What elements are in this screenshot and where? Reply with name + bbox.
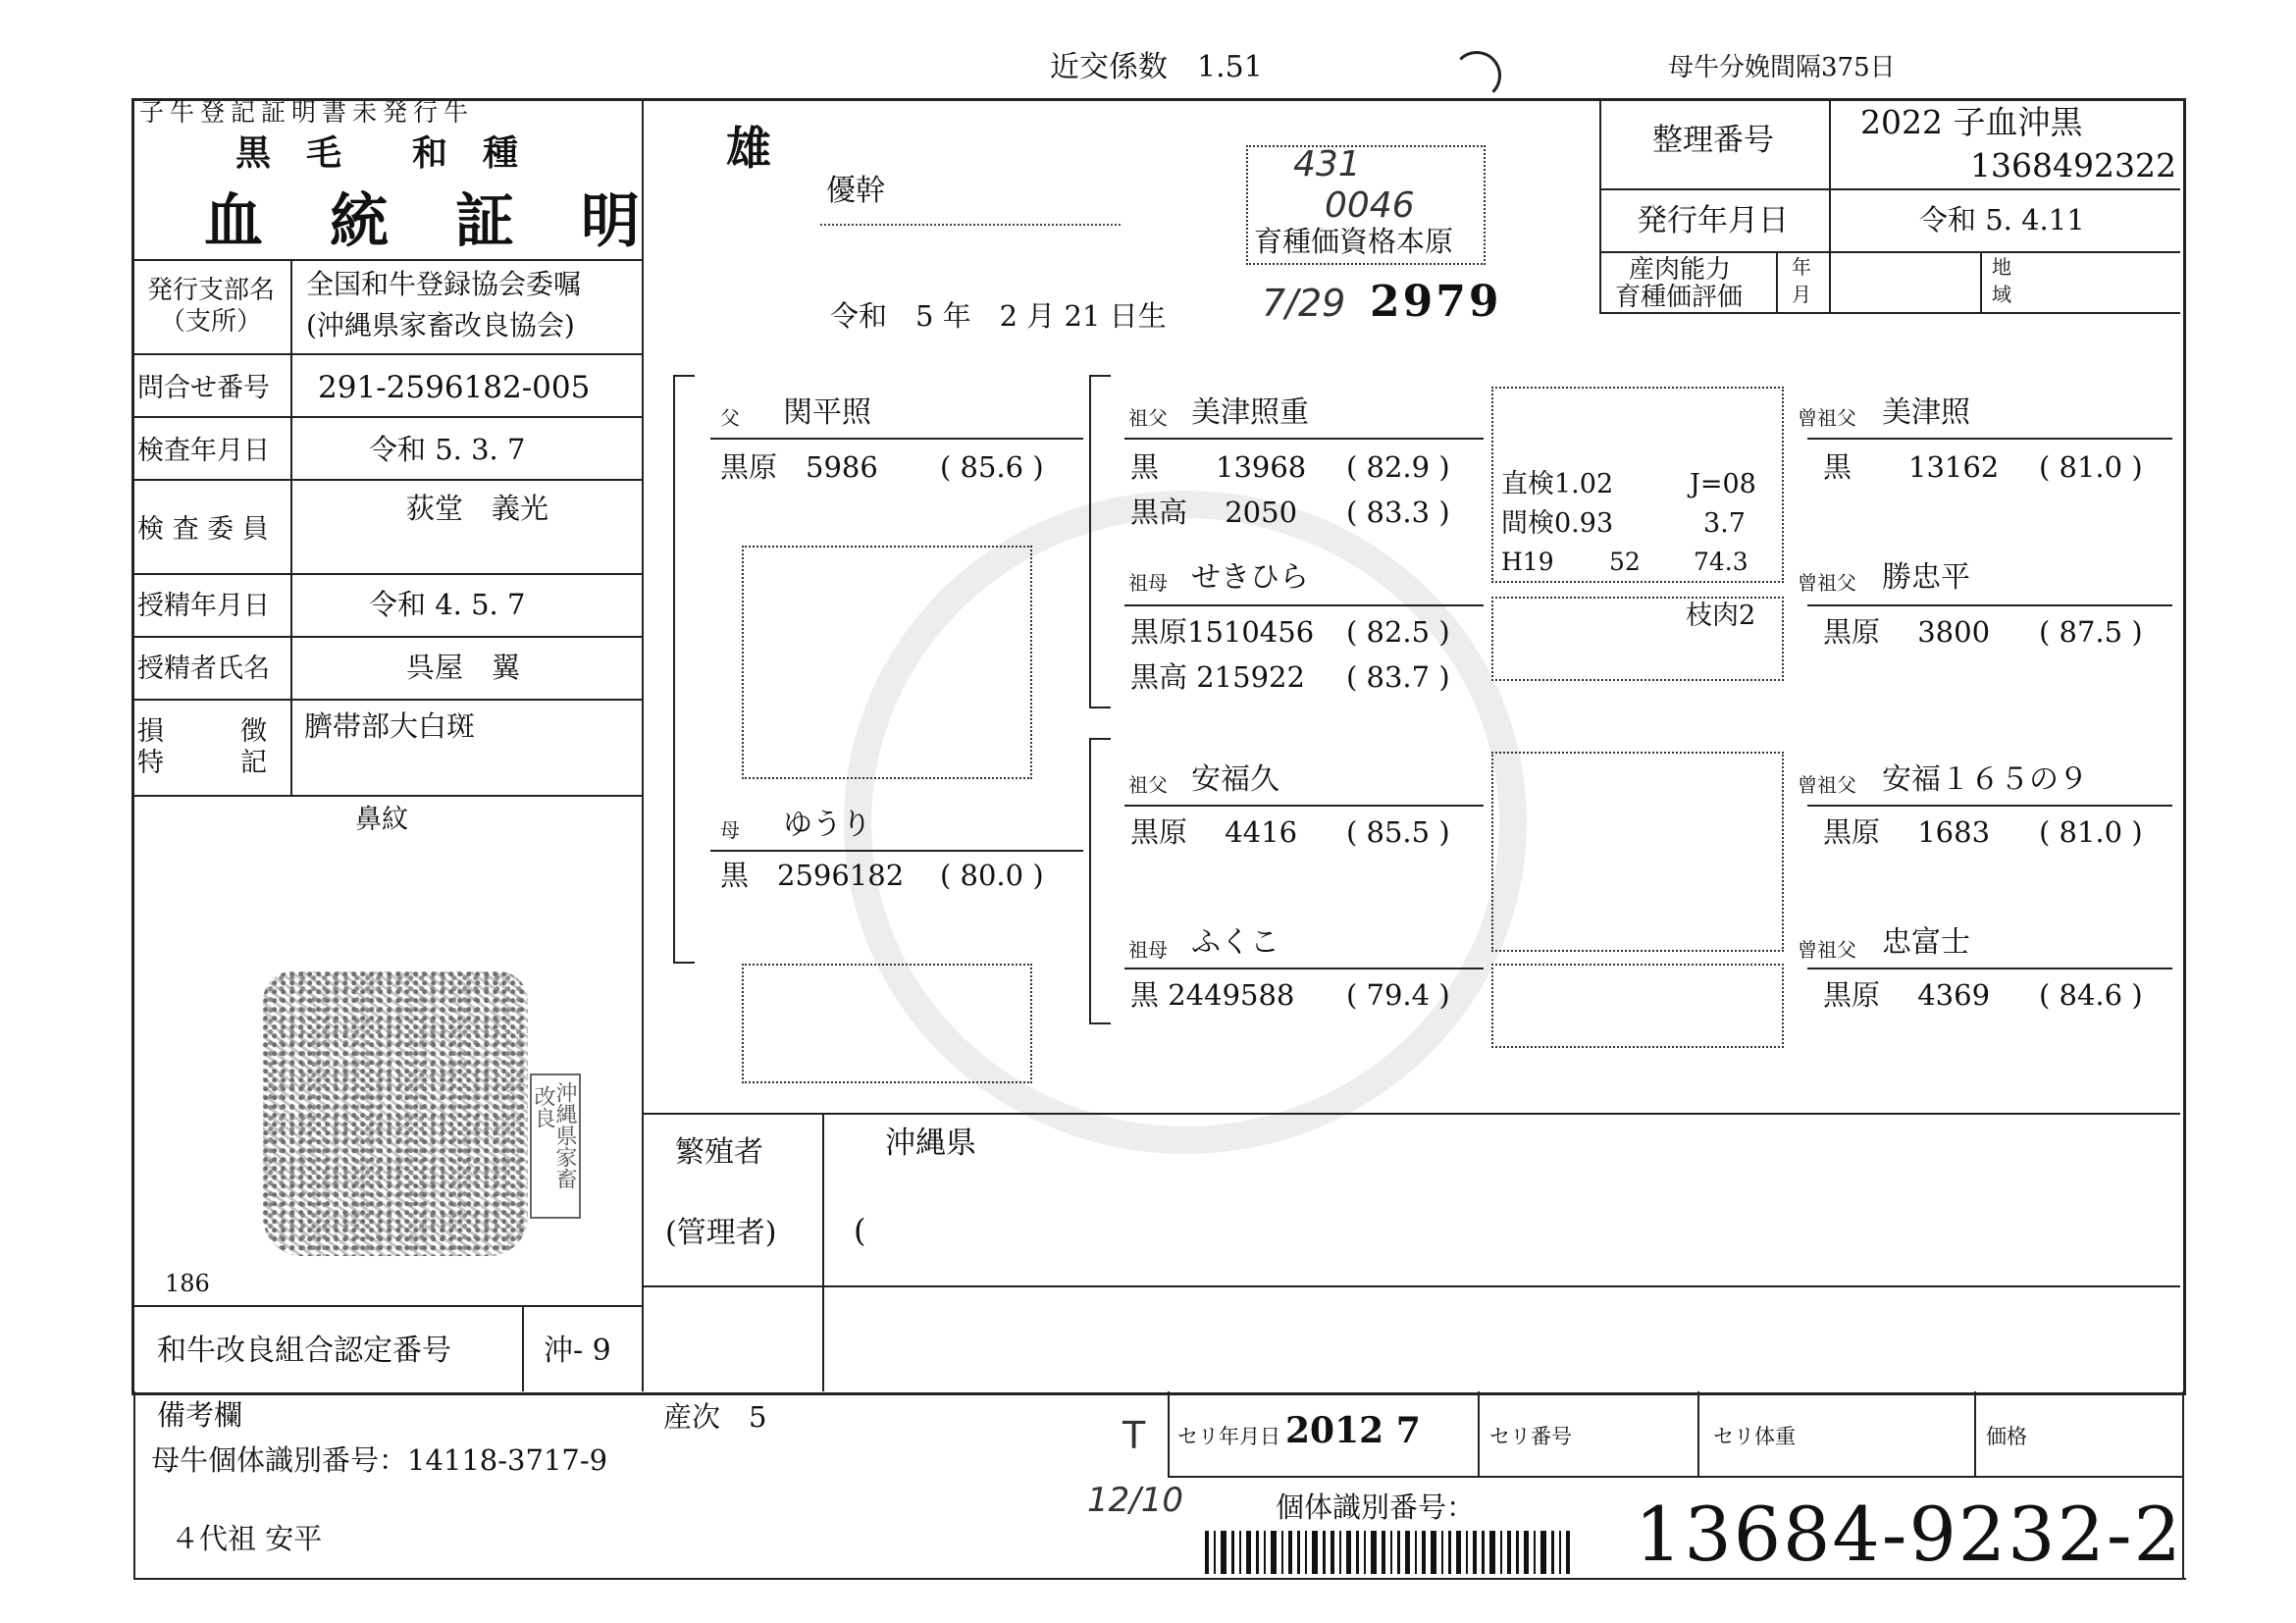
individual-id-number: 13684-9232-2 (1635, 1491, 2183, 1578)
branch-value-2: (沖縄県家畜改良協会) (306, 309, 575, 341)
marks-label-2: 特 記 (137, 748, 275, 778)
dds-score: ( 84.6 ) (2039, 978, 2143, 1012)
sd-reg-1: 黒原1510456 (1130, 615, 1315, 649)
breed-label: 黒 毛 和 種 (235, 132, 519, 174)
test-3b: 52 (1609, 548, 1641, 576)
issue-date-value: 令和 5. 4.11 (1919, 203, 2085, 236)
unissued-note: 子牛登記証明書未発行牛 (139, 98, 475, 127)
ss-role: 祖父 (1128, 406, 1168, 430)
test-1b: J=08 (1690, 469, 1756, 499)
dss-reg: 黒原 1683 (1823, 815, 1991, 849)
dam-photo-box (742, 964, 1032, 1083)
test-4: 枝肉2 (1686, 601, 1756, 631)
sss-score: ( 81.0 ) (2039, 450, 2143, 484)
inspection-date-label: 検査年月日 (137, 436, 270, 466)
inspection-seal: 沖縄県家畜 改良 (530, 1073, 581, 1219)
stamp-handwritten-2: 0046 (1325, 185, 1415, 226)
manager-label: (管理者) (665, 1216, 777, 1250)
dam-side-box-1 (1491, 752, 1784, 952)
sds-reg: 黒原 3800 (1823, 615, 1991, 649)
marks-label-1: 損 徴 (137, 716, 275, 747)
ss-score-2: ( 83.3 ) (1346, 496, 1450, 529)
test-2a: 間検0.93 (1501, 508, 1614, 539)
dd-role: 祖母 (1128, 938, 1168, 962)
reg-number-value-1: 2022 子血沖黒 (1860, 103, 2083, 141)
dd-score: ( 79.4 ) (1346, 978, 1450, 1012)
ss-reg-1: 黒 13968 (1130, 450, 1307, 484)
test-3c: 74.3 (1694, 548, 1748, 576)
ds-score: ( 85.5 ) (1346, 815, 1450, 849)
dss-score: ( 81.0 ) (2039, 815, 2143, 849)
sss-name: 美津照 (1882, 395, 1970, 430)
dam-score: ( 80.0 ) (940, 859, 1044, 892)
insemination-date-value: 令和 4. 5. 7 (369, 588, 526, 621)
issue-date-label: 発行年月日 (1637, 203, 1789, 238)
sire-name: 関平照 (783, 395, 871, 430)
region-label-1: 地 (1992, 255, 2011, 279)
ss-name: 美津照重 (1191, 395, 1309, 430)
noseprint-label: 鼻紋 (355, 805, 408, 835)
test-2b: 3.7 (1703, 508, 1746, 539)
auction-date-value: 2012 7 (1285, 1410, 1421, 1451)
sd-score-2: ( 83.7 ) (1346, 660, 1450, 694)
handwritten-date-2: 12/10 (1087, 1481, 1183, 1520)
branch-value-1: 全国和牛登録協会委嘱 (306, 268, 582, 300)
auction-date-label: セリ年月日 (1177, 1425, 1280, 1448)
breeder-label: 繁殖者 (675, 1135, 763, 1170)
ss-reg-2: 黒高 2050 (1130, 496, 1298, 529)
reg-number-value-2: 1368492322 (1970, 146, 2176, 184)
inspection-date-value: 令和 5. 3. 7 (369, 433, 526, 466)
marks-value: 臍帯部大白斑 (304, 709, 476, 743)
region-label-2: 域 (1992, 283, 2011, 306)
ds-role: 祖父 (1128, 773, 1168, 797)
inspector-name: 荻堂 義光 (406, 492, 549, 525)
sire-score: ( 85.6 ) (940, 450, 1044, 484)
parity: 産次 5 (663, 1400, 767, 1434)
year-label: 年 (1792, 255, 1811, 279)
inquiry-label: 問合せ番号 (137, 373, 270, 403)
manager-value: ( (854, 1212, 866, 1249)
eval-label-2: 育種価評価 (1615, 283, 1744, 312)
inseminator-name: 呉屋 翼 (406, 651, 521, 684)
auction-weight-label: セリ体重 (1713, 1425, 1796, 1448)
dss-role: 曾祖父 (1798, 773, 1856, 797)
sd-reg-2: 黒高 215922 (1130, 660, 1305, 694)
sds-score: ( 87.5 ) (2039, 615, 2143, 649)
calving-interval: 母牛分娩間隔375日 (1668, 53, 1896, 82)
sire-reg: 黒原 5986 (720, 450, 878, 484)
mother-id: 母牛個体識別番号：14118-3717-9 (151, 1443, 608, 1477)
price-label: 価格 (1986, 1425, 2027, 1448)
inseminator-label: 授精者氏名 (137, 654, 270, 684)
inquiry-number: 291-2596182-005 (318, 370, 591, 405)
inbreeding-coefficient: 近交係数 1.51 (1050, 50, 1263, 84)
handwritten-date: 7/29 (1262, 282, 1346, 325)
dam-name: ゆうり (783, 808, 871, 842)
noseprint-number: 186 (165, 1270, 210, 1297)
union-cert-value: 沖- 9 (544, 1334, 611, 1368)
individual-id-barcode (1205, 1531, 1637, 1574)
sex: 雄 (726, 122, 771, 175)
sd-name: せきひら (1191, 560, 1309, 595)
dd-name: ふくこ (1191, 925, 1279, 960)
individual-id-label: 個体識別番号： (1276, 1491, 1476, 1524)
sd-role: 祖母 (1128, 571, 1168, 595)
dss-name: 安福１６５の９ (1882, 762, 2088, 797)
branch-label: 発行支部名（支所） (146, 276, 275, 337)
test-3a: H19 (1501, 548, 1554, 576)
left-column-divider (642, 98, 644, 1391)
remarks-label: 備考欄 (157, 1398, 243, 1432)
dam-side-box-2 (1491, 964, 1784, 1048)
noseprint-image (263, 971, 528, 1256)
ds-name: 安福久 (1191, 762, 1279, 797)
handwritten-number: 2979 (1370, 277, 1502, 327)
ancestor: ４代祖 安平 (171, 1522, 323, 1555)
handwritten-t: T (1122, 1414, 1146, 1457)
sss-role: 曾祖父 (1798, 406, 1856, 430)
month-label: 月 (1792, 283, 1811, 306)
rank: 優幹 (826, 174, 885, 208)
sds-role: 曾祖父 (1798, 571, 1856, 595)
stamp-label: 育種価資格本原 (1254, 225, 1454, 258)
punch-hole-mark (1452, 51, 1501, 100)
dds-reg: 黒原 4369 (1823, 978, 1991, 1012)
insemination-date-label: 授精年月日 (137, 591, 270, 621)
sire-role: 父 (720, 406, 740, 430)
inspector-label: 検 査 委 員 (137, 514, 269, 545)
sss-reg: 黒 13162 (1823, 450, 2000, 484)
sd-score-1: ( 82.5 ) (1346, 615, 1450, 649)
dd-reg: 黒 2449588 (1130, 978, 1295, 1012)
dam-role: 母 (720, 818, 740, 842)
eval-label-1: 産肉能力 (1629, 255, 1732, 285)
sire-photo-box (742, 546, 1032, 779)
dds-name: 忠富士 (1882, 925, 1970, 960)
dam-reg: 黒 2596182 (720, 859, 905, 892)
document-title: 血 統 証 明 (204, 187, 644, 256)
ds-reg: 黒原 4416 (1130, 815, 1298, 849)
birth-date: 令和 5 年 2 月 21 日生 (830, 299, 1167, 333)
dds-role: 曾祖父 (1798, 938, 1856, 962)
test-1a: 直検1.02 (1501, 469, 1614, 499)
ss-score-1: ( 82.9 ) (1346, 450, 1450, 484)
reg-number-label: 整理番号 (1652, 123, 1774, 158)
breeder-value: 沖縄県 (885, 1126, 976, 1161)
sds-name: 勝忠平 (1882, 560, 1970, 595)
auction-number-label: セリ番号 (1489, 1425, 1572, 1448)
union-cert-label: 和牛改良組合認定番号 (157, 1334, 451, 1368)
stamp-handwritten-1: 431 (1293, 144, 1361, 184)
